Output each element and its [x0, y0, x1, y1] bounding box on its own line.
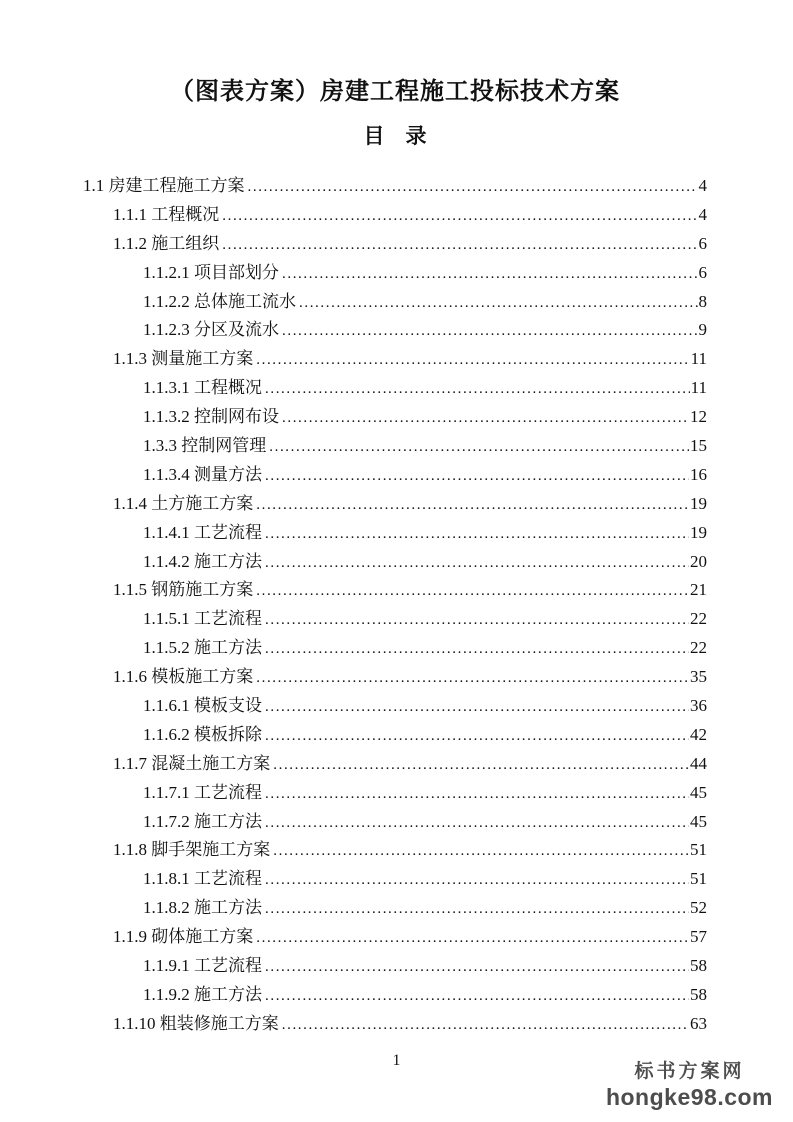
toc-entry	[83, 779, 707, 808]
toc-entry-label: 施工组织	[151, 233, 220, 253]
toc-entry-number: 1.1.4.1	[143, 522, 194, 542]
toc-dot-leader	[265, 722, 689, 751]
toc-dot-leader	[256, 577, 689, 606]
toc-entry-page: 52	[690, 898, 707, 918]
toc-dot-leader	[282, 404, 689, 433]
toc-dot-leader	[299, 289, 698, 318]
toc-dot-leader	[265, 693, 689, 722]
toc-dot-leader	[265, 635, 689, 664]
toc-entry	[83, 201, 707, 230]
watermark-site-url: hongke98.com	[605, 1084, 773, 1110]
toc-entry-number: 1.3.3	[143, 436, 182, 456]
toc-entry-number: 1.1.8.2	[143, 898, 194, 918]
toc-entry-number: 1.1.8.1	[143, 869, 194, 889]
toc-entry-number: 1.1	[83, 176, 109, 195]
toc-entry-page: 63	[690, 1013, 707, 1033]
toc-entry	[83, 865, 707, 894]
toc-entry-label: 工艺流程	[194, 869, 262, 889]
toc-entry-label: 砌体施工方案	[151, 927, 254, 947]
toc-entry-number: 1.1.6	[113, 667, 152, 687]
toc-entry-number: 1.1.4	[113, 493, 152, 513]
toc-entry-page: 4	[698, 204, 707, 224]
toc-entry-page: 6	[698, 262, 707, 282]
toc-dot-leader	[282, 317, 698, 346]
toc-entry-number: 1.1.5.1	[143, 609, 194, 629]
toc-entry-label: 工艺流程	[194, 522, 262, 542]
toc-entry-page: 11	[690, 378, 707, 398]
toc-entry-page: 19	[690, 522, 707, 542]
toc-dot-leader	[222, 231, 697, 260]
toc-entry	[83, 288, 707, 317]
toc-entry	[83, 634, 707, 663]
toc-dot-leader	[265, 606, 689, 635]
toc-entry-label: 项目部划分	[194, 262, 279, 282]
toc-dot-leader	[265, 462, 689, 491]
document-title: （图表方案）房建工程施工投标技术方案	[170, 79, 620, 105]
toc-dot-leader	[256, 346, 689, 375]
toc-entry-label: 施工方法	[194, 984, 262, 1004]
toc-entry-page: 19	[690, 493, 707, 513]
toc-dot-leader	[265, 780, 689, 809]
toc-entry-number: 1.1.9.2	[143, 984, 194, 1004]
toc-entry-label: 测量施工方案	[151, 349, 254, 369]
toc-entry-label: 工艺流程	[194, 782, 262, 802]
toc-dot-leader	[265, 895, 689, 924]
toc-entry-number: 1.1.7.1	[143, 782, 194, 802]
page-content	[83, 76, 707, 1039]
toc-entry	[83, 721, 707, 750]
toc-entry-label: 施工方法	[194, 551, 262, 571]
toc-entry-page: 16	[690, 464, 707, 484]
toc-dot-leader	[273, 751, 689, 780]
toc-entry	[83, 894, 707, 923]
toc-dot-leader	[248, 173, 698, 202]
toc-entry-page: 35	[690, 667, 707, 687]
toc-entry	[83, 750, 707, 779]
toc-entry	[83, 605, 707, 634]
toc-entry-label: 粗装修施工方案	[159, 1013, 279, 1033]
toc-entry-label: 控制网管理	[181, 436, 267, 456]
toc-entry-page: 44	[690, 753, 707, 773]
toc-dot-leader	[265, 809, 689, 838]
toc-entry	[83, 692, 707, 721]
toc-entry-label: 土方施工方案	[151, 493, 254, 513]
toc-entry-page: 58	[690, 984, 707, 1004]
toc-entry-number: 1.1.1	[113, 204, 152, 224]
toc-dot-leader	[222, 202, 697, 231]
toc-entry-number: 1.1.3	[113, 349, 152, 369]
toc-entry-label: 脚手架施工方案	[151, 840, 271, 860]
site-watermark	[606, 1060, 773, 1110]
toc-dot-leader	[273, 837, 689, 866]
toc-entry	[83, 172, 707, 201]
toc-entry	[83, 1010, 707, 1039]
toc-entry	[83, 952, 707, 981]
toc-entry	[83, 548, 707, 577]
toc-entry-number: 1.1.2.3	[143, 320, 194, 340]
toc-entry-number: 1.1.9	[113, 927, 152, 947]
toc-entry	[83, 432, 707, 461]
toc-list	[83, 172, 707, 1039]
toc-entry-number: 1.1.2.1	[143, 262, 194, 282]
toc-entry	[83, 374, 707, 403]
toc-entry-label: 总体施工流水	[194, 291, 296, 311]
toc-entry-page: 36	[690, 696, 707, 716]
toc-dot-leader	[265, 866, 689, 895]
toc-entry-page: 15	[690, 436, 707, 456]
toc-entry-page: 8	[698, 291, 707, 311]
toc-entry	[83, 461, 707, 490]
toc-entry-page: 11	[690, 349, 707, 369]
toc-entry	[83, 230, 707, 259]
toc-entry-label: 测量方法	[194, 464, 262, 484]
toc-heading: 目 录	[363, 124, 427, 148]
toc-dot-leader	[265, 953, 689, 982]
toc-entry	[83, 576, 707, 605]
toc-entry-number: 1.1.10	[113, 1013, 160, 1033]
toc-entry-page: 51	[690, 840, 707, 860]
toc-entry-number: 1.1.6.2	[143, 724, 194, 744]
toc-dot-leader	[269, 433, 689, 462]
toc-entry-label: 工艺流程	[194, 956, 262, 976]
toc-dot-leader	[265, 520, 689, 549]
toc-entry	[83, 923, 707, 952]
toc-entry-page: 4	[698, 176, 707, 195]
toc-dot-leader	[256, 924, 689, 953]
toc-entry-number: 1.1.7.2	[143, 811, 194, 831]
toc-entry-page: 45	[690, 811, 707, 831]
toc-dot-leader	[265, 375, 690, 404]
toc-entry-number: 1.1.6.1	[143, 696, 194, 716]
toc-entry-number: 1.1.5	[113, 580, 152, 600]
toc-dot-leader	[282, 1011, 689, 1040]
watermark-site-name: 标书方案网	[634, 1061, 745, 1082]
toc-entry-label: 混凝土施工方案	[151, 753, 271, 773]
toc-entry	[83, 316, 707, 345]
toc-dot-leader	[265, 982, 689, 1011]
toc-entry-page: 20	[690, 551, 707, 571]
toc-entry-number: 1.1.3.4	[143, 464, 194, 484]
toc-entry-label: 模板拆除	[194, 724, 262, 744]
toc-entry-number: 1.1.8	[113, 840, 152, 860]
toc-entry-number: 1.1.5.2	[143, 638, 194, 658]
toc-entry-page: 57	[690, 927, 707, 947]
toc-entry-label: 钢筋施工方案	[151, 580, 254, 600]
toc-entry-page: 51	[690, 869, 707, 889]
toc-entry	[83, 403, 707, 432]
toc-entry	[83, 663, 707, 692]
toc-entry	[83, 490, 707, 519]
toc-dot-leader	[256, 664, 689, 693]
toc-entry-label: 工程概况	[151, 204, 220, 224]
toc-entry-label: 模板支设	[194, 696, 262, 716]
toc-entry	[83, 981, 707, 1010]
toc-entry-page: 9	[698, 320, 707, 340]
toc-entry-label: 工程概况	[194, 378, 262, 398]
toc-entry	[83, 259, 707, 288]
toc-entry-label: 施工方法	[194, 638, 262, 658]
toc-entry-page: 58	[690, 956, 707, 976]
toc-entry-label: 分区及流水	[194, 320, 279, 340]
toc-entry-page: 45	[690, 782, 707, 802]
toc-entry-page: 22	[690, 638, 707, 658]
toc-entry-number: 1.1.9.1	[143, 956, 194, 976]
toc-entry-number: 1.1.2	[113, 233, 152, 253]
toc-entry-label: 施工方法	[194, 898, 262, 918]
toc-entry-number: 1.1.2.2	[143, 291, 194, 311]
toc-dot-leader	[282, 260, 698, 289]
toc-dot-leader	[265, 549, 689, 578]
toc-entry-page: 6	[698, 233, 707, 253]
toc-entry-page: 21	[690, 580, 707, 600]
toc-entry-page: 42	[690, 724, 707, 744]
toc-entry-number: 1.1.4.2	[143, 551, 194, 571]
toc-entry	[83, 808, 707, 837]
toc-entry-number: 1.1.3.1	[143, 378, 194, 398]
toc-entry-label: 模板施工方案	[151, 667, 254, 687]
toc-entry-page: 22	[690, 609, 707, 629]
toc-entry-label: 施工方法	[194, 811, 262, 831]
toc-entry	[83, 836, 707, 865]
toc-entry-label: 控制网布设	[194, 407, 279, 427]
toc-entry-label: 房建工程施工方案	[108, 176, 245, 195]
toc-entry-page: 12	[690, 407, 707, 427]
toc-entry-number: 1.1.7	[113, 753, 152, 773]
toc-entry	[83, 519, 707, 548]
toc-entry-label: 工艺流程	[194, 609, 262, 629]
toc-entry	[83, 345, 707, 374]
page-number: 1	[392, 1052, 401, 1069]
toc-entry-number: 1.1.3.2	[143, 407, 194, 427]
toc-dot-leader	[256, 491, 689, 520]
